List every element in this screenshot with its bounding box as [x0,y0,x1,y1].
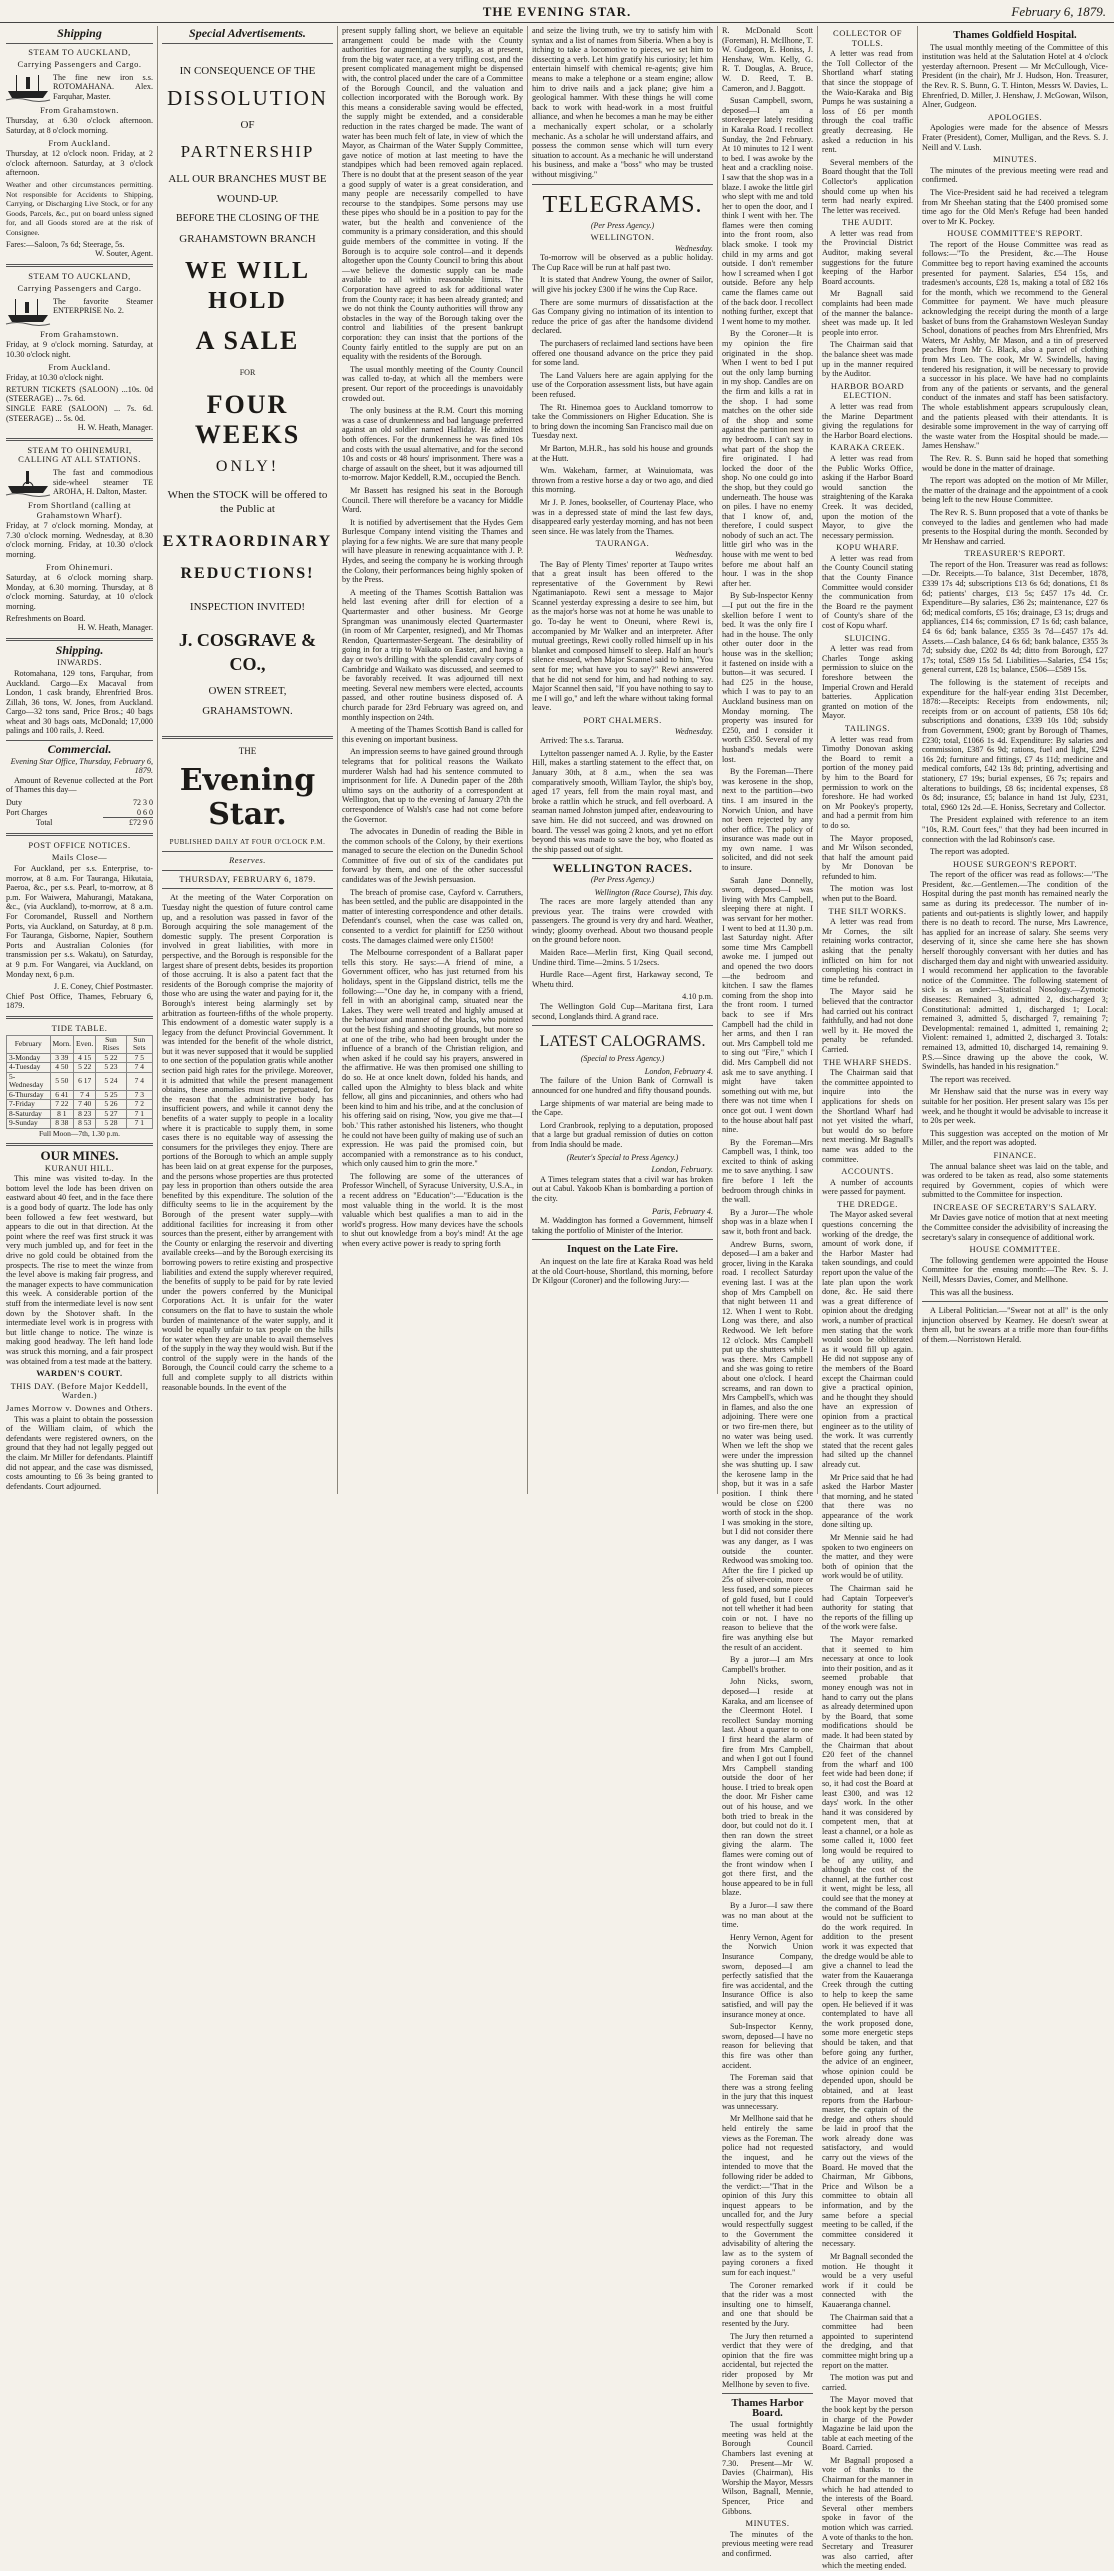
article-paragraph: A meeting of the Thames Scottish Battalion was held last evening after drill for election of a Quartermaster and other business. Mr George Sprangman was unanimously elected Quartermaster (in room of Mr Carpenter, resigned), and Mr Thomas Rendon, Quartermaster-Sergeant. The desirability of going in for a trip to Waikato on Easter, and having a day or two's drilling with the splendid cavalry corps of Cambridge and Waikato was discussed, and seemed to be favorably received. It was adjourned till next meeting. Several new members were elected, accounts passed, and other routine business disposed of. A church parade for 23rd February was agreed on, and monthly inspection on 24th. [342,587,523,722]
minutes-heading: MINUTES. [745,2518,790,2529]
hospital-paragraph: The Rev R. S. Bunn proposed that a vote of thanks be conveyed to the ladies and gentlemen who had made presents to the Hospital during the month. Seconded by Mr Henshaw and carried. [922,507,1108,546]
tide-col-header: Sun Rises [96,1035,126,1053]
harbor-paragraph: The Chairman said that a committee had been appointed to superintend the dredging, and that committee might bring up a report on the matter. [822,2312,913,2370]
harbor-paragraph: The Chairman said he had Captain Torpeever's authority for stating that the reports of the filling up of the work were false. [822,1584,913,1632]
races-sub: (Per Press Agency.) [590,874,655,884]
warden-heading: WARDEN'S COURT. [36,1368,123,1379]
telegram-paragraph: Lyttelton passenger named A. J. Rylie, by the Easter Hill, makes a startling statement to the effect that, on January 30th, at 8 a.m., when the sea was comparatively smooth, William Taylor, the ship's boy, aged 17 years, fell from the main royal mast, and broke a rattlin which he struck, and fell overboard. A seaman named Johnston jumped after, endeavouring to save him. He did not succeed, and was drowned on board. The vessel was going 2 knots, and yet no effort beyond this was made to save the boy, who floated as the ship passed out of sight. [532,748,713,854]
races-heading: WELLINGTON RACES. [552,861,693,876]
article-paragraph: The usual monthly meeting of the County Council was called to-day, at which all the members were present. Our report of the proceedings is unavoidably crowded out. [342,364,523,403]
ad-line: BEFORE THE CLOSING OF THE [176,212,319,224]
tide-col-header: Morn. [50,1035,74,1053]
hospital-paragraph: The Vice-President said he had received a telegram from Mr Sheehan stating that the £400 promised some time ago for the Old Men's Refuge had been handed over to Mr K. Pockey. [922,187,1108,226]
ad1-times2: Thursday, at 12 o'clock noon. Friday, at 2 o'clock afternoon. Saturday, at 3 o'clock afternoon. [6,149,153,178]
inquest-paragraph: The Coroner remarked that the rider was a most insulting one to himself, and one that should be resented by the Jury. [722,2280,813,2328]
section-heading: THE DREDGE. [837,1198,898,1209]
tide-cell: 8 1 [50,1109,74,1119]
article-paragraph: A meeting of the Thames Scottish Band is called for this evening on important business. [342,725,523,744]
harbor-paragraph: Mr Mennie said he had spoken to two engineers on the matter, and they were both of opinion that the work would be of utility. [822,1533,913,1581]
post-heading: POST OFFICE NOTICES. [28,839,131,850]
tide-cell: 7 22 [50,1100,74,1110]
telegram-paragraph: The purchasers of reclaimed land sections have been offered one thousand advance on the price they paid for some land. [532,339,713,368]
telegram-paragraph: Wm. Wakeham, farmer, at Wainuiomata, was thrown from a restive horse a day or two ago, and died this morning. [532,466,713,495]
section-heading: KARAKA CREEK. [830,442,905,453]
tide-cell: 8 38 [50,1119,74,1129]
hospital-paragraph: The following is the statement of receipts and expenditure for the half-year ending 31st December, 1878:—Receipts: Receipts from endowments, nil; receipts from or on account of patients, £58 10s 6d; subscriptions and donations, £339 10s 10d; subsidy from Government, £900; grant by Borough of Thames, £230; total, £1066 1s 4d. Expenditure: By salaries and commission, £387 6s 9d; rations, fuel and light, £294 16s 2d; furniture and fittings, £7 4s 11d; medicine and medical comforts, £42 13s 8d; printing, advertising and stationery, £7 19s; burial expenses, £6 7s; repairs and alterations to buildings, £8 6s; incidental expenses, £8 0s 8d; insurance, £5; balance in hand 1st July, £231, total, £960 12s 2d.—E. Honiss, Secretary and Collector. [922,678,1108,812]
ad-extraordinary: EXTRAORDINARY [162,532,333,550]
ad2-times1: Friday, at 9 o'clock morning. Saturday, at 10.30 o'clock night. [6,340,153,360]
harbor-paragraph: A letter was read from Charles Tonge asking permission to sluice on the foreshore between the Imperial Crown and Herald batteries. Application granted on motion of the Mayor. [822,644,913,721]
ad3-from2: From Ohinemuri. [46,561,113,572]
shipping-heading: Shipping [57,26,102,40]
tide-cell: 5 23 [96,1063,126,1073]
article-paragraph: The Melbourne correspondent of a Ballarat paper tells this story. He says:—A friend of mine, a Government officer, who has just returned from his holidays, spent in the Gippsland district, tells me the following:—"One day he, in company with a friend, fell in with an aboriginal camp, situated near the Lakes. They were well treated and highly amused at the behaviour and manner of the blacks, who pointed out the best fishing and shooting grounds, but more so at one of the tribe, who had been brought under the influence of a branch of the Christian religion, and when asked if he could say his prayers, answered in the affirmative. He was then promised one shilling to do so. He at once knelt down, folded his hands, and called upon the Almighty to bless black and white fellow, all gins and piccaninnies, and others who had been kind to him and his tribe, and at the conclusion of his offering said on rising, 'Now, you give me that—I bob.' This rather astonished his listeners, who thought he could not have been guilty of making use of such an expression. He was paid the promised coin, but accompanied with a remonstrance as to his conduct, which only caused him to grin the more." [342,948,523,1169]
article-paragraph: The only business at the R.M. Court this morning was a case of drunkenness and bad language preferred against an old soldier named Halliday. He admitted both offences. For the drunkenness he was fined 10s and costs with the usual alternative, and for the second 10s and costs or 48 hours' imprisonment. There was a charge of assault on the sheet, but it was adjourned till to-morrow. Major Keddell, R.M., occupied the Bench. [342,406,523,483]
ad1-sub: Carrying Passengers and Cargo. [17,59,142,70]
warden-text: This was a plaint to obtain the possession of the William claim, of which the defendants were registered owners, on the ground that they had not legally pegged out the claim. Mr Miller for defendants. Plaintiff did not appear, and the case was dismissed, costs amounting to £6 3s being granted to defendants. Court adjourned. [6,1414,153,1491]
tide-cell: 7-Friday [7,1100,51,1110]
harbor-paragraph: Mr Bagnall said complaints had been made of the manner the balance-sheet was made up. It led people into error. [822,289,913,337]
telegram-paragraph: Mr J. P. Jones, bookseller, of Courtenay Place, who was in a depressed state of mind the last few days, disappeared early yesterday morning, and has not been seen since. He was lately from the Thames. [532,497,713,536]
dateline-london: London, February 4. [644,1066,713,1076]
ad3-refresh: Refreshments on Board. [6,613,86,623]
section-heading: KOPU WHARF. [836,542,899,553]
ad2-sub: Carrying Passengers and Cargo. [17,283,142,294]
filler-paragraph: A Liberal Politician.—"Swear not at all" is the only injunction observed by Kearney. He doesn't swear at them all, but he swears at a trifle more than four-fifths of them.—Norristown Herald. [922,1306,1108,1344]
ad2-times2: Friday, at 10.30 o'clock night. [6,373,104,383]
hospital-paragraph: The report was adopted. [930,847,1010,857]
harbor-paragraph: The Mayor said he believed that the contractor had carried out his contract faithfully, and had not done well by it. He moved the penalty be refunded. Carried. [822,987,913,1054]
tide-row [7,1063,153,1073]
revenue-value: 72 3 0 [133,798,153,808]
inquest-paragraph: By Sub-Inspector Kenny—I put out the fire in the skellion before I went to bed. It was the only fire I had in the house. The only other outer door in the house was in the skellion; it fastened on inside with a button—it was secured. I had £25 in the house, which I was to pay to an Auckland business man on Monday morning. The property was insured for £250, and I consider it worth £350. Several of my husband's medals were lost. [722,591,813,764]
revenue-label: Port Charges [6,807,48,817]
section-heading: MINUTES. [993,154,1037,165]
ad1-times1: Thursday, at 6.30 o'clock afternoon. Saturday, at 8 o'clock morning. [6,116,153,135]
paper-dateline: THURSDAY, FEBRUARY 6, 1879. [179,873,316,884]
telegrams-heading: TELEGRAMS. [542,191,703,218]
post-sub: Mails Close— [51,852,108,863]
inquest-paragraph: Sarah Jane Donnelly, sworn, deposed—I was living with Mrs Campbell, sleeping there at night. I was servant for her mother. I went to bed at 11.30 p.m. last Saturday night. After some time Mrs Campbell awoke me. I jumped out and opened the two doors—the bedroom and kitchen. I saw the flames coming from the shop into the front room. I turned back to see if Mrs Campbell had the child in her arms, and then I ran out. Mrs Campbell told me to sing out "Fire," which I did. Mrs Campbell did not ask me to save anything. I might have taken something out with me, but there was not time when I once got out. I went down to the house about half past nine. [722,875,813,1135]
section-heading: INCREASE OF SECRETARY'S SALARY. [933,1201,1097,1212]
calograms-heading: LATEST CALOGRAMS. [539,1033,706,1051]
ad-we-will-hold: WE WILL HOLD [185,257,310,314]
inquest-paragraph: Sub-Inspector Kenny, sworn, deposed—I have no reason for believing that this fire was other than accident. [722,2022,813,2070]
inquest-paragraph: Andrew Burns, sworn, deposed—I am a baker and grocer, living in the Karaka road. I recollect Saturday evening last. I was at the shop of Mrs Campbell on that night between 11 and 12. When I went to Robt. Long was there, and also Redwood. We left before 12 o'clock. Mrs Campbell put up the shutters while I was there. Mrs Campbell and she was going to retire about one o'clock. I heard screams, and ran down to Mrs Campbell's, which was in flames, and also the one adjoining. There were one or two fire-men there, but no water was being used. When we left the shop we were under the impression she was shutting up. I saw the kerosene lamp in the shop, but it was in a safe position. I think there would be close on £200 worth of stock in the shop. I was smoking in the store, but I did not consider there was any danger, as I was outside the counter. Redwood was smoking too. After the fire I picked up 25s of silver-coin, more or less fused, and some pieces of gold fused, but I could not tell whether it had been coin or not. I have no reason to believe that the fire was anything else but the result of an accident. [722,1239,813,1652]
article-paragraph: The breach of promise case, Cayford v. Carruthers, has been settled, and the public are disappointed in the matter of interesting correspondence and other details. Defendant's counsel, when the case was called on, consented to a verdict for plaintiff for £250 without costs. The damages claimed were only £1500! [342,887,523,945]
dateline-day: Wednesday. [674,726,713,736]
section-heading: FINANCE. [993,1149,1037,1160]
masthead [0,0,1114,23]
section-heading: TREASURER'S REPORT. [964,548,1066,559]
article-paragraph: The following are some of the utterances of Professor Winchell, of Syracuse University, U.S.A., in a recent address on "Education":—"Education is the most valuable thing in the world. It is the most valuable which best qualifies a man to aid in the world's progress. How many devices have the schools to shut out knowledge from a boy's mind! At the age when every active power is ready to spring forth [342,1171,523,1249]
section-heading: THE AUDIT. [841,217,894,228]
ad-line: IN CONSEQUENCE OF THE [179,64,316,77]
inquest-paragraph: By the Foreman—Mrs Campbell was, I think, too excited to think of asking me to save anything. I saw fire before I left the bedroom through chinks in the wall. [722,1137,813,1205]
tide-cell: 4 50 [50,1063,74,1073]
ad3-ship [6,468,153,498]
tide-cell: 4-Tuesday [7,1063,51,1073]
column-5-left [718,26,818,2558]
tide-cell: 7 1 [126,1109,152,1119]
inquest-paragraph: R. McDonald Scott (Foreman), H. McIlhone, T. W. Gudgeon, E. Honiss, J. Henshaw, Wm. Kelly, G. R. T. Douglas, A. Bruce, W. D. Reed, T. B. Cameron, and J. Baggott. [722,26,813,93]
ad2-from1: From Grahamstown. [40,328,119,339]
section-heading: THE SILT WORKS. [828,905,907,916]
ad1-text: The fine new iron s.s. ROTOMAHANA. Alex. Farquhar, Master. [53,72,153,101]
dateline-paris: Paris, February 4. [652,1206,713,1216]
ad2-text: The favorite Steamer ENTERPRISE No. 2. [53,296,153,316]
dateline-london: London, February. [651,1165,713,1175]
inwards-heading: INWARDS. [57,657,102,668]
cable-paragraph: The failure of the Union Bank of Cornwall is announced for one hundred and fifty thousand pounds. [532,1076,713,1095]
ad3-times1: Friday, at 7 o'clock morning. Monday, at 7.30 o'clock morning. Wednesday, at 8.30 o'clock morning. Friday, at 10.30 o'clock morning. [6,521,153,559]
tide-header-row [7,1035,153,1053]
revenue-row [6,818,153,828]
harbor-paragraph: Mr Bagnall seconded the motion. He thought it would be a very useful work if it could be connected with the Kauaeranga channel. [822,2252,913,2309]
tide-cell: 7 3 [126,1090,152,1100]
special-ads-heading: Special Advertisements. [189,26,306,40]
ad3-times2: Saturday, at 6 o'clock morning sharp. Monday, at 6.30 morning. Thursday, at 8 o'clock morning. Saturday, at 10 o'clock morning. [6,573,153,611]
hospital-paragraph: The following gentlemen were appointed the House Committee for the ensuing month:—The Rev. S. J. Neill, Messrs Davies, Comer, and Mellhone. [922,1255,1108,1285]
inquest-paragraph: John Nicks, sworn, deposed—I reside at Karaka, and am licensee of the Cleermont Hotel. I recollect Sunday morning last. About a quarter to one I first heard the alarm of fire from Mrs Campbell, and when I got out I found Mrs Campbell standing outside the door of her house. I tried to break open the door. Mr Fisher came out of his house, and we both tried to break in the door, but could not do it. I then ran down the street giving the alarm. The flames were coming out of the front window when I got there first, and the house appeared to be in full blaze. [722,1677,813,1898]
tide-cell: 5-Wednesday [7,1072,51,1090]
tide-cell: 5 26 [96,1100,126,1110]
column-4 [528,26,718,1494]
race-paragraph: Maiden Race—Merlin first, King Quail second, Undine third. Time—2mins. 5 1/2secs. [532,948,713,967]
column-6 [918,26,1112,1494]
ad-line: GRAHAMSTOWN. [202,704,293,717]
ad-line: OF [240,118,255,131]
inquest-paragraph: By a Juror—I saw there was no man about at the time. [722,1901,813,1930]
tide-cell: 6 41 [50,1090,74,1100]
ad1-heading: STEAM TO AUCKLAND, [28,46,131,57]
tide-cell: 5 24 [96,1072,126,1090]
article-paragraph: It is notified by advertisement that the Hydes Gem Burlesque Company intend visiting the Thames and playing for a few nights. We are sure that many people will have pleasure in renewing acquaintance with J. P. Hydes, and seeing the company he is working through the Colony, their performances being highly spoken of by the Press. [342,517,523,585]
tide-body [7,1053,153,1128]
races-place: Wellington (Race Course), This day. [594,887,713,897]
tide-cell: 6-Thursday [7,1090,51,1100]
dateline-tauranga: TAURANGA. [595,538,650,549]
inquest-heading: Inquest on the Late Fire. [567,1244,678,1256]
ad1-fares: Fares:—Saloon, 7s 6d; Steerage, 5s. [6,239,125,249]
ad-line: OWEN STREET, [208,684,287,697]
ad-partnership: PARTNERSHIP [180,141,315,161]
paddle-steamer-icon [6,468,50,498]
article-paragraph: The advocates in Dunedin of reading the Bible in the common schools of the Colony, by their exertions managed to secure the election on the Dunedin School Committee of five out of six of the candidates put forward by them, and one of the other successful candidates was of the Jewish persuasion. [342,827,523,885]
tide-heading: TIDE TABLE. [51,1022,108,1033]
cable-paragraph: Lord Cranbrook, replying to a deputation, proposed that a large but gradual remission of duties on cotton from India should be made. [532,1120,713,1149]
revenue-label: Duty [6,798,22,808]
ad-four-weeks: FOUR WEEKS [194,389,301,449]
tide-cell: 3 39 [50,1053,74,1063]
ad3-from1: From Shortland (calling at Grahamstown Wharf). [28,500,131,520]
paper-the: THE [238,745,257,756]
ad-reductions: REDUCTIONS! [180,564,315,582]
inquest-paragraph: Susan Campbell, sworn, deposed—I am a storekeeper lately residing in Karaka Road. I recollect Sunday, the 2nd February. At 10 minutes to 12 I went to bed. I was awoke by the heat and a crackling noise. I saw that the shop was in a blaze. I awoke the little girl who slept with me and told her to open the door, and I think I went with her. The flames were then coming into the front room, also black smoke. I took my child in my arms and got outside. I don't remember how I screamed when I got outside. Before any help came the flames came out of the back door. I recollect nothing further, except that I went home to my mother. [722,96,813,326]
tide-cell: 7 2 [126,1100,152,1110]
inquest-paragraph: Henry Vernon, Agent for the Norwich Union Insurance Company, sworn, deposed—I am perfectly satisfied that the fire was accidental, and the Insurance Office is also satisfied, and will pay the insurance money at once. [722,1932,813,2019]
hospital-paragraph: The report was adopted on the motion of Mr Miller, the matter of the drainage and the appointment of a cook being left to the new House Committee. [922,476,1108,505]
inquest-paragraph: Mr Mellhone said that he held entirely the same views as the Foreman. The police had not requested the inquest, and he intended to move that the following rider be added to the verdict:—"That in the opinion of this Jury this inquest appears to be uncalled for, and the Jury would respectfully suggest to the Government the advisability of altering the law as to the system of paying coroners a fixed sum for each inquest." [722,2114,813,2277]
tide-cell: 3-Monday [7,1053,51,1063]
tide-cell: 8 23 [74,1109,96,1119]
hospital-paragraph: The Rev. R. S. Bunn said he hoped that something would be done in the matter of drainage. [922,453,1108,473]
shipping2-heading: Shipping. [55,642,104,657]
revenue-row [6,808,153,818]
ad-firm: J. COSGRAVE & CO., [178,629,317,674]
dateline-day: Wednesday. [674,243,713,253]
ad-dissolution: DISSOLUTION [167,85,328,110]
ad1-from1: From Grahamstown. [40,104,119,115]
post-sign: J. E. Coney, Chief Postmaster. [53,982,153,992]
column-1 [2,26,158,1494]
telegram-paragraph: The Rt. Hinemoa goes to Auckland tomorrow to take the Commissioners on Higher Education. She is to bring down the incoming San Francisco mail due on Tuesday next. [532,402,713,441]
commercial-intro: Amount of Revenue collected at the Port of Thames this day— [6,775,153,795]
ad-line: WOUND-UP. [216,192,279,205]
inquest-paragraph: The Foreman said that there was a strong feeling in the jury that this inquest was unnecessary. [722,2073,813,2111]
harbor-paragraph: Several members of the Board thought that the Toll Collector's application should come up when his term had nearly expired. The letter was received. [822,157,913,215]
harbor-paragraph: The Mayor proposed, and Mr Wilson seconded, that half the amount paid by Mr Donovan be refunded to him. [822,833,913,881]
ad-line: ALL OUR BRANCHES MUST BE [168,172,327,185]
article-paragraph: Mr Bassett has resigned his seat in the Borough Council. There will therefore be a vacancy for Middle Ward. [342,485,523,515]
hospital-paragraph: The report of the Hon. Treasurer was read as follows:—Dr. Receipts.—To balance, 31st December, 1878, £339 17s 4d; subscriptions £13 6s 6d; donations, £1 8s 6d; patients' charges, £13 5s; £457 17s 4d. Cr. Expenditure—By salaries, £36 2s; maintenance, £27 6s 6d; medical comforts, £5 16s; drainage, £3 1s; drugs and appliances, £14 6s; commission, £7 1s 6d; cash balance, £4 6s 6d; bank balance, £355 3s 7d—£457 17s 4d. Assets.—Cash balance, £4 6s 6d; bank balance, £355 3s 7d; subsidy due, £202 8s 4d; ditto from Borough, £27 17s; total, £589 15s 5d. Liabilities—Salaries, £54 15s; general current, £28 1s; balance, £506—£589 15s. [922,559,1108,675]
article-paragraph: and seize the living truth, we try to satisfy him with syntax and a list of names from Siberia. When a boy is itching to take a locomotive to pieces, we set him to dissecting a verb. Let him gratify his curiosity; let him entertain himself with chemical re-agents; give him means to make a telephone or a steam engine; allow him to drive nails and a jack plane; give him a geological hammer. With these things he will come back to work with head-work in a most fruitful alliance, and when he becomes a man he may be either a mechanically expert scholar, or a scholarly mechanic. As a scholar he will understand affairs, and possess the common sense which will turn every situation to account. As a mechanic he will understand his business, and make a "boss" who may be trusted without misgiving." [532,26,713,179]
section-heading: THE WHARF SHEDS. [823,1056,912,1067]
tide-col-header: Sun Sets [126,1035,152,1053]
steamship-icon [6,297,50,327]
ad2-ship [6,297,153,327]
hospital-paragraph: Mr Davies gave notice of motion that at next meeting the Committee consider the advisibility of increasing the secretary's salary in consequence of additional work. [922,1213,1108,1242]
steamship-icon [6,73,50,103]
ad-line: When the STOCK will be offered to the Public at [167,488,328,515]
column-2 [158,26,338,1494]
section-heading: HOUSE COMMITTEE'S REPORT. [947,228,1083,239]
commercial-office: Evening Star Office, Thursday, February 6, 1879. [10,756,153,776]
ad-only: ONLY! [215,457,280,475]
tide-cell: 7 4 [74,1090,96,1100]
ad-a-sale: A SALE [195,325,300,355]
tide-cell: 5 25 [96,1090,126,1100]
cable-sub: (Reuter's Special to Press Agency.) [566,1152,679,1162]
harbor-paragraph: The minutes of the previous meeting were read and confirmed. [722,2529,813,2558]
inquest-paragraph: The Jury then returned a verdict that they were of opinion that the fire was accidental, but rejected the rider proposed by Mr Mellhone by seven to five. [722,2331,813,2389]
hospital-paragraph: The usual monthly meeting of the Committee of this institution was held at the Salutation Hotel at 4 o'clock yesterday afternoon. Present — Mr McCullough, Vice-President (in the chair), Mr J. Hudson, Hon. Treasurer, the Rev. R. S. Bunn, G. T. Hinton, Messrs W. Davies, L. Ehrenfried, D. Miller, J. Henshaw, J. McGowan, Wilson, Alner, Gudgeon. [922,42,1108,110]
telegram-paragraph: It is stated that Andrew Young, the owner of Sailor, will give his jockey £300 if he wins the Cup Race. [532,275,713,295]
inwards-text: Rotomahana, 129 tons, Farquhar, from Auckland. Cargo—Ex Macaval from London, 1 cask brandy, Ehrenfried Bros. Zillah, 36 tons, W. Jones, from Auckland. Cargo—32 tons sand, Price Bros.; 40 bags wheat and 30 bags oats, McDonald; 17,000 palings and 100 rails, J. Reed. [6,668,153,736]
tide-cell: 5 28 [96,1119,126,1129]
cable-paragraph: M. Waddington has formed a Government, himself taking the portfolio of Minister of the Interior. [532,1216,713,1235]
tide-cell: 5 27 [96,1109,126,1119]
ad2-agent: H. W. Heath, Manager. [77,423,153,433]
race-paragraph: Hurdle Race—Agent first, Harkaway second, Te Whetu third. [532,970,713,989]
column-5-right [818,26,918,2571]
ad1-notice: Weather and other circumstances permitting. Not responsible for Accidents to Shipping, Carrying, or Discharging Live Stock, or for any Goods, Parcels, &c., put on board unless signed for, and all Goods stored are at the risk of Consignee. [6,179,153,237]
harbor-paragraph: The Chairman said that the balance sheet was made up in the manner required by the Auditor. [822,340,913,379]
section-heading: SLUICING. [844,632,891,643]
harbor-paragraph: A letter was read from the Toll Collector of the Shortland wharf stating that since the stoppage of the Waio-Karaka and Big Pumps he was sustaining a loss of £6 per month through the coal traffic greatly decreasing. He asked a reduction in his rent. [822,49,913,155]
inquest-paragraph: By a juror—I am Mrs Campbell's brother. [722,1655,813,1674]
tide-cell: 7 4 [126,1072,152,1090]
harbor-paragraph: The motion was lost when put to the Board. [822,884,913,904]
ad3-agent: H. W. Heath, Manager. [77,623,153,633]
harbor-paragraph: The Mayor moved that the book kept by the person in charge of the Powder Magazine be laid upon the table at each meeting of the Board. Carried. [822,2395,913,2453]
ad1-agent: W. Souter, Agent. [95,249,153,259]
dateline-wellington: WELLINGTON. [590,232,655,243]
ad2-return: RETURN TICKETS (SALOON) ...10s. 0d (STEERAGE) ... 7s. 6d. [6,384,153,404]
telegrams-sub: (Per Press Agency.) [590,220,655,230]
race-time: 4.10 p.m. [682,992,713,1002]
harbor-paragraph: A number of accounts were passed for payment. [822,1177,913,1197]
tide-cell: 7 40 [74,1100,96,1110]
hospital-paragraph: This suggestion was accepted on the motion of Mr Miller, and the report was adopted. [922,1128,1108,1148]
harbor-paragraph: A letter was read from the Provincial District Auditor, making several suggestions for the future keeping of the Harbor Board accounts. [822,228,913,286]
post-text: For Auckland, per s.s. Enterprise, to-morrow, at 8 a.m. For Tauranga, Hikutaia, Paeroa, &c., per s.s. Pearl, to-morrow, at 8 p.m. For Waiwera, Mahurangi, Matakana, &c., (via Auckland), to-morrow, at 8 a.m. For Coromandel, Russell and Northern Ports, via Auckland, on Saturday, at 8 p.m. For Tauranga, Gisborne, Napier, Southern Ports and Australian Colonies (for transmission per s.s. Wakatu), on Saturday, at 9 p.m. For Wangarei, via Auckland, on Monday next, 6 p.m. [6,864,153,979]
harbor-paragraph: Mr Bagnall proposed a vote of thanks to the Chairman for the manner in which he had attended to the interests of the Board. Several other members spoke in favor of the motion which was carried. A vote of thanks to the hon. Secretary and Treasurer was also carried, after which the meeting ended. [822,2455,913,2571]
telegram-paragraph: Mr Barton, M.H.R., has sold his house and grounds at the Hutt. [532,443,713,463]
ad3-heading: STEAM TO OHINEMURI, CALLING AT ALL STATIONS. [18,444,141,465]
tide-cell: 7 5 [126,1053,152,1063]
tide-cell: 6 17 [74,1072,96,1090]
dateline-day: Wednesday. [674,549,713,559]
revenue-table [6,798,153,828]
hospital-heading: Thames Goldfield Hospital. [953,30,1077,41]
masthead-title: THE EVENING STAR. [482,4,632,19]
dateline-port-chalmers: PORT CHALMERS. [583,715,662,725]
paper-name: Evening Star. [179,762,316,832]
section-heading: APOLOGIES. [987,111,1043,122]
article-paragraph: An impression seems to have gained ground through telegrams that for political reasons the Waikato murderer Walsh had had his sentence commuted to imprisonment for life. A Dunedin paper of the 28th ultimo says on the authority of a correspondent at Wellington, that up to the evening of January 27th the correspondence of Walsh's case had not come before the Governor. [342,747,523,824]
tide-cell: 7 4 [126,1063,152,1073]
revenue-label: Total [36,817,53,827]
harbor-paragraph: The Chairman said that the committee appointed to inquire into the applications for sheds on the Shortland Wharf had not yet visited the wharf, but would do so before next meeting. Mr Bagnall's name was added to the committee. [822,1068,913,1164]
hospital-paragraph: The minutes of the previous meeting were read and confirmed. [922,165,1108,185]
tide-cell: 5 22 [96,1053,126,1063]
ad2-from2: From Auckland. [48,361,111,372]
tide-col-header: February [7,1035,51,1053]
warden-sub: THIS DAY. (Before Major Keddell, Warden.) [10,1380,149,1401]
telegram-paragraph: The Bay of Plenty Times' reporter at Taupo writes that a great insult has been offered to the representative of the Government by Rewi Ngatimaniapoto. Rewi sent a message to Major Scannel yesterday expressing a desire to see him, but as the major's horse was not at home he was unable to go. To-day he went to Oneuni, where Rewi is, accompanied by Mr Walker and an interpreter. After mutual greetings, Rewi coolly rolled himself up in his blanket and composed himself to sleep. Half an hour's silence ensued, when Major Scannel said to him, "You sent for me; what have you to say?" Rewi answered that he did not send for him, and had nothing to say. Major Scannel then said, "If you have nothing to say to me I will go," and left the whare without taking formal leave. [532,559,713,713]
commercial-heading: Commercial. [47,742,112,757]
inquest-paragraph: By the Coroner—It is my opinion the fire originated in the shop. When I went to bed I put out the only lamp burning in my shop. Candles are on the firm and kills a rat in the shop. I had some matches on the other side of the shop and some against the partition next to my bedroom. I can't say in what part of the shop the fire originated. I had locked the door of the shop. No one could go into the shop, but they could go underneath. The house was on piles. I have no enemy that I know of, and, therefore, I could suspect nobody of such an act. The little girl who was in the house with me went to bed before me about half an hour. I was in the shop after her. [722,329,813,588]
mines-text: This mine was visited to-day. In the bottom level the lode has been driven on eastward about 40 feet, and in the face there is a good body of quartz. The lode has only been followed a few feet westward, but appears to die out in that direction. At the point where the reef was first struck it was very much jumbled up, and for feet in the drive no gold could be obtained from the prospects. The rise to meet the winze from the level above is making fair progress, and the manager expects to have communication this week. A considerable portion of the stuff from the intermediate level is now sent down by the Shotover shaft. In the intermediate level work is in progress with but little change to notice. The winze is making good headway. The left hand lode was struck this morning, and a fair prospect was obtained from a test made at the battery. [6,1174,153,1366]
ad-line: GRAHAMSTOWN BRANCH [179,232,316,245]
tide-row [7,1119,153,1129]
tide-cell: 8 53 [74,1119,96,1129]
harbor-paragraph: The usual fortnightly meeting was held at the Borough Council Chambers last evening at 7.30. Present—Mr W. Davies (Chairman), His Worship the Mayor, Messrs Wilson, Bagnall, Mennie, Spencer, Price and Gibbons. [722,2420,813,2516]
tide-cell: 9-Sunday [7,1119,51,1129]
hospital-paragraph: Mr Henshaw said that the nurse was in every way suitable for her position. Her present salary was 15s per week, and he thought it would be advisable to increase it to 20s per week. [922,1087,1108,1126]
ad1-from2: From Auckland. [48,137,111,148]
mines-sub: KURANUI HILL. [44,1162,115,1173]
harbor-paragraph: A letter was read from the Public Works Office, asking if the Harbor Board would sanction the straightening of the Karaka Creek. It was decided, upon the motion of the Mayor, to give the necessary permission. [822,453,913,540]
hospital-paragraph: The report of the House Committee was read as follows:—"To the President, &c.—The House Committee beg to report having examined the accounts presented for payment. Salaries, £54 15s, and tradesmen's accounts, £28 1s, making a total of £82 16s for the month, which we recommend to the General Committee for payment. We have much pleasure acknowledging the receipt during the month of a large basket of buns from the Grahamstown Wesleyan Sunday School, donations of peaches from Mrs Ehrenfried, Mrs Waters, Mr Ashby, Mr Mason, and a tin of preserved peaches from Mr G. Black, also a parcel of clothing from Mrs Leo. The cook, Mr W. Swindells, having tendered his resignation, it will be necessary to provide a successor in his place. We have had no complaints from any of the patients or servants, and the general conduct of the inmates and staff has been satisfactory. The whole establishment appears scrupulously clean, and the patients pleased with their attendants. It is desirable some improvement in the way of carrying off the waste water from the Hospital should be made.—James Henshaw." [922,239,1108,451]
paper-published: PUBLISHED DAILY AT FOUR O'CLOCK P.M. [169,837,326,846]
warden-case: James Morrow v. Downes and Others. [6,1402,153,1413]
ad-line: INSPECTION INVITED! [189,600,306,613]
editorial-text: At the meeting of the Water Corporation on Tuesday night the question of future control came up, and a resolution was passed in favor of the Borough acquiring the sole management of the domestic supply. The present Corporation is involved in great liabilities, with more in perspective, and the Borough is responsible for the largest share of present debts, besides its proportion of those accruing. It is also a patent fact that the residents of the Borough comprise the majority of those who are using the water and paying for it, the Borough's interest being alarmingly set by arbitration as fourteen-fifths of the whole property. This endowment of a domestic water supply is a legacy from the defunct Provincial Government. It was intended for the benefit of the whole district, but it was never supposed that it would be supplied to one section of the population gratis while another section paid high rates for the privilege. Moreover, it is admitted that while the present management obtains, these anomalies must be perpetuated, for the reason that the administrative body has insufficient powers, and while it cannot deny the benefits of a water supply to people in a locality where it is practicable to supply them, in some cases there is no equitable way of assessing the consumers for the privileges they enjoy. There are portions of the Borough to which an ample supply has been laid on at great expense for the purposes, and the persons whose properties are thus protected pay less in proportion than others outside the area benefited by this expenditure. The solution of the difficulty seems to lie in the acquirement by the Borough of the present water supply—with additional facilities for increasing it from other sources than the present, either by arrangement with the County or enlarging the reservoir and diverting available creeks—and by the Borough exercising its borrowing powers to retire existing and prospective liabilities and extend the supply wherever required, the benefits of supply to be paid for by rate levied under the powers conferred by the Municipal Corporations Act. It is unfair for the water consumers on the flat to have to sustain the whole burden of maintenance of the water supply, and it would be equally unfair to tax people on the hills for water when they are unable to avail themselves of the supply in the way they would wish. But if the control of the supply were in the hands of the Borough, the Council could carry the scheme to a full and complete supply to all districts within reasonable bounds. In the event of the [162,893,333,1392]
masthead-date: February 6, 1879. [1011,4,1106,19]
inquest-paragraph: By the Foreman—There was kerosene in the shop, next to the partition—two tins. I am insured in the Norwich Union, and have not been rejected by any other office. The policy of insurance was made out in my own name. I was solicited, and did not seek to insure. [722,767,813,873]
tide-row [7,1100,153,1110]
hospital-paragraph: Apologies were made for the absence of Messrs Frater (President), Comer, Mulligan, and the Revs. S. J. Neill and V. Lush. [922,123,1108,152]
section-heading: HOUSE SURGEON'S REPORT. [952,858,1078,869]
revenue-row [6,798,153,808]
post-date: Chief Post Office, Thames, February 6, 1879. [6,991,153,1011]
tide-cell: 8-Saturday [7,1109,51,1119]
tide-col-header: Even. [74,1035,96,1053]
tide-cell: 5 22 [74,1063,96,1073]
paper-reserves: Reserves. [229,855,266,866]
race-paragraph: The races are more largely attended than any previous year. The trains were crowded with passengers. The ground is very dry and hard. Weather, windy; gloomy overhead. About two thousand people on the ground before noon. [532,897,713,945]
ad1-ship [6,73,153,103]
ad-line: FOR [239,367,256,377]
harbor-paragraph: A letter was read from the County Council stating that the County Finance Committee would consider the communication from the Board re the payment of County's share of the cost of Kopu wharf. [822,553,913,631]
harbor-paragraph: The motion was put and carried. [822,2373,913,2392]
harbor-paragraph: A letter was read from the Marine Department giving the regulations for the Harbor Board elections. [822,401,913,440]
harbor-paragraph: The Mayor asked several questions concerning the working of the dredge, the amount of work done, if the Harbor Master had taken soundings, and could report upon the value of the late plan upon the work done, &c. He said there was a great difference of opinion about the dredging work, a number of practical men stating that the work would soon be obliterated as it would fill up again. He did not suppose any of the members of the Board except the Chairman could give a practical opinion, and he thought they should have an expression of opinion from a practical engineer as to the utility of the work. It was currently stated that the recent gales had silted up the channel already cut. [822,1210,913,1469]
telegram-paragraph: Arrived: The s.s. Tararua. [540,736,624,746]
tide-moon: Full Moon—7th, 1.30 p.m. [38,1128,121,1138]
harbor-heading: Thames Harbor Board. [731,2398,804,2419]
harbor-paragraph: The Mayor remarked that it seemed to him necessary at once to look into their position, and as it seemed probable that money enough was not in hand to carry out the plans as already determined upon by the Board, that some modifications should be made. It had been stated by the Chairman that about £20 feet of the channel from the wharf and 100 feet wide had been done; if so, it had cost the Board at least £300, and was 12 days' work. In the other hand it was considered by competent men, that at least a channel, or a hole as some called it, 1000 feet long would be required to be of any utility, and although the cost of the channel, at the further cost it went, might be less, all could see that the money at the command of the Board would not be sufficient to do the work required. In addition to the present work it was expected that the dredge would be able to give a channel to lead the water from the Kauaeranga Creek through the cutting to help to keep the same open. He believed if it was contemplated to have all the work proposed done, some more energetic steps should be taken, and that before going any further, the advice of an engineer, whose opinion could be depended upon, should be obtained, and at least reports from the Harbour-master, the captain of the dredge and others should be laid in proof that the work already done was satisfactory, and would carry out the views of the Board. He moved that the Chairman, Mr Gibbons, Price and Wilson be a committee to obtain all information, and by the same before a special meeting to be called, if the committee considered it necessary. [822,1635,913,2249]
cable-paragraph: A Times telegram states that a civil war has broken out at Cabul. Yakoob Khan is bombarding a portion of the city. [532,1174,713,1203]
telegram-paragraph: The Land Valuers here are again applying for the use of the Corporation assessment lists, but have again been refused. [532,370,713,399]
tide-table [6,1035,153,1129]
hospital-paragraph: The report of the officer was read as follows:—"The President, &c.—Gentlemen.—The condition of the Hospital during the past month has remained nearly the same as during its predecessor. The number of in-patients and out-patients is slightly lower, and happily there is no death to record. The nurse, Mrs Lawrence, has applied for an increase of salary. She seems very deserving of it, since she came here she has shown herself thoroughly conversant with her duties and has discharged them day and night with unwearied assiduity. I would recommend her application to the favorable notice of the Committee. The following statement of sick is as under:—Statistical Nosology.—Zymotic diseases: Remained 3, admitted 2, discharged 3; Constitutional: admitted 1, discharged 1; Local: remained 3, admitted 5, discharged 7, remaining 7; Developmental: remained 1, admitted 1, remaining 2; Violent: remained 1, admitted 2, discharged 3. Totals: remained 13, admitted 10, discharged 14, remaining 9. P.S.—Since drawing up the above the cook, W. Swindells, has handed in his resignation." [922,870,1108,1072]
revenue-value: 0 6 0 [137,807,153,817]
tide-cell: 5 50 [50,1072,74,1090]
column-3 [338,26,528,1494]
harbor-paragraph: Mr Price said that he had asked the Harbor Master that morning, and he stated that there was no appearance of the work done silting up. [822,1472,913,1530]
ad2-heading: STEAM TO AUCKLAND, [28,270,131,281]
hospital-paragraph: The annual balance sheet was laid on the table, and was ordered to be taken as read, also some statements required by Government, copies of which were submitted to the Committee for inspection. [922,1161,1108,1200]
inquest-paragraph: An inquest on the late fire at Karaka Road was held at the old Court-house, Shortland, this morning, before Dr Kilgour (Coroner) and the following Jury:— [532,1256,713,1286]
ad2-single: SINGLE FARE (SALOON) ... 7s. 6d. (STEERAGE) ... 5s. 0d. [6,404,153,423]
section-heading: TAILINGS. [844,722,891,733]
section-heading: HOUSE COMMITTEE. [969,1244,1061,1255]
section-heading: HARBOR BOARD ELECTION. [830,380,905,401]
cable-paragraph: Large shipments of war material are being made to the Cape. [532,1098,713,1118]
harbor-paragraph: A letter was read from Timothy Donovan asking the Board to remit a portion of the money paid by him to the Board for permission to work on the foreshore. He had worked on Mr Pookey's property, and had a permit from him to do so. [822,734,913,830]
revenue-value: £72 9 0 [103,818,153,828]
ad3-text: The fast and commodious side-wheel steamer TE AROHA, H. Dalton, Master. [53,468,153,497]
tide-cell: 7 1 [126,1119,152,1129]
article-paragraph: present supply falling short, we believe an equitable arrangement could be made with the County authorities for augmenting the supply, as at present, from the big water race, at a very trifling cost, and the present complicated management might be dispensed with, the control placed under the care of a Committee of the Borough Council, and the valuation and collection incorporated with the Borough work. By this means a considerable saving would be effected, the supply might be extended, and a considerable reduction in the rates charged be made. The want of water has been much felt of late, in view of which the Mayor, as Chairman of the Water Supply Committee, gave notice of motion at last meeting to have the standpipes which had been removed again replaced. There is no doubt that at the present season of the year a good supply of water is a great consideration, and many people are necessarily compelled to have recourse to the standpipes. Some persons may use these pipes who should be in a position to pay for the water, but the health and convenience of the community is a primary consideration, and this should guide members of the committee in voting. If the Borough is to acquire sole control—and it depends altogether upon the County Council to bring this about—we believe the domestic supply can be made available to all within reasonable limits. The Corporation have agreed to ask for additional water from the County race; it has been already granted; and we do not think the County authorities will throw any obstacles in the way of the Borough taking over the control and liabilities of the present bankrupt corporation: they can insist that the portions of the County fairly entitled to the supply are put on an equality with the residents of the Borough. [342,26,523,362]
tide-row [7,1072,153,1090]
telegram-paragraph: There are some murmurs of dissatisfaction at the Gas Company giving no intimation of its intention to reduce the price of gas after the handsome dividend declared. [532,297,713,336]
hospital-paragraph: The President explained with reference to an item "10s, R.M. Court fees," that they had been incurred in connection with the lad Robinson's case. [922,815,1108,844]
telegram-paragraph: To-morrow will be observed as a public holiday. The Cup Race will be run at half past two. [532,253,713,272]
race-paragraph: The Wellington Gold Cup—Maritana first, Lara second, Longlands third. A grand race. [532,1002,713,1021]
mines-heading: OUR MINES. [40,1148,119,1164]
section-heading: COLLECTOR OF TOLLS. [833,28,902,48]
hospital-paragraph: This was all the business. [930,1287,1014,1297]
hospital-paragraph: The report was received. [930,1074,1011,1084]
harbor-paragraph: A letter was read from Mr Cornes, the silt retaining works contractor, asking that the penalty inflicted on him for not completing his contract in time be refunded. [822,917,913,984]
section-heading: ACCOUNTS. [841,1166,894,1177]
calograms-sub: (Special to Press Agency.) [580,1054,665,1064]
inquest-paragraph: By a Juror—The whole shop was in a blaze when I saw it, both front and back. [722,1207,813,1237]
tide-cell: 4 15 [74,1053,96,1063]
